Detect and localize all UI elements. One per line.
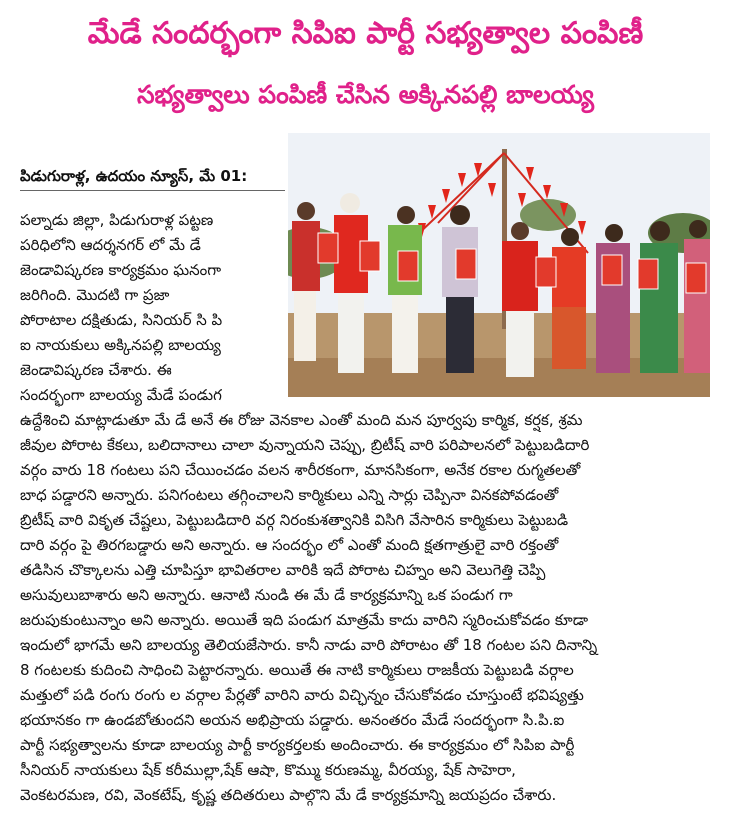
article-line: ఉద్దేశించి మాట్లాడుతూ మే డే అనే ఈ రోజు వెనకాల ఎంతో మంది మన పూర్వపు కార్మిక, కర్షక, శ్రమ <box>20 411 583 429</box>
article-line: వెంకటరమణ, రవి, వెంకటేష్, కృష్ణ తదితరులు పాల్గొని మే డే కార్యక్రమాన్ని జయప్రదం చేశారు. <box>20 786 557 804</box>
article-line: జీవుల పోరాట కేకలు, బలిదానాలు చాలా వున్నాయని చెప్పు, బ్రిటీష్ వారి పరిపాలనలో పెట్టుబడిదారి <box>20 436 590 454</box>
news-photo <box>288 133 710 397</box>
article-line: దారి వర్గం పై తిరగబడ్డారు అని అన్నారు. ఆ సందర్భం లో ఎంతో మంది క్షతగాత్రులై వారి రక్తంతో <box>20 536 559 554</box>
article-line: అసువులుబాశారు అని అన్నారు. ఆనాటి నుండి ఈ మే డే కార్యక్రమాన్ని ఒక పండుగ గా <box>20 586 513 604</box>
dateline: పిడుగురాళ్ల, ఉదయం న్యూస్, మే 01: <box>20 167 248 185</box>
article-line: పార్టీ సభ్యత్వాలను కూడా బాలయ్య పార్టీ కార్యకర్తలకు అందించారు. ఈ కార్యక్రమం లో సిపిఐ పార్టీ <box>20 736 575 754</box>
article-line: సందర్భంగా బాలయ్య మేడే పండుగ <box>20 386 222 404</box>
article-line: వర్గం వారు 18 గంటలు పని చేయించడం వలన శారీరకంగా, మానసికంగా, అనేక రకాల రుగ్మతలతో <box>20 461 581 479</box>
article-line: తడిసిన చొక్కాలను ఎత్తి చూపిస్తూ భావితరాల వారికి ఇదే పోరాట చిహ్నం అని వెలుగెత్తి చెప్పి <box>20 561 546 579</box>
article-line: పరిధిలోని ఆదర్శనగర్ లో మే డే <box>20 236 201 254</box>
article-line: భయానకం గా ఉండబోతుందని అయన అభిప్రాయ పడ్డారు. అనంతరం మేడే సందర్భంగా సి.పి.ఐ <box>20 711 565 729</box>
group-photo-icon <box>288 133 710 397</box>
article-line: జెండావిష్కరణ చేశారు. ఈ <box>20 361 172 379</box>
article-line: సీనియర్ నాయకులు షేక్ కరీముల్లా,షేక్ ఆషా, కొమ్ము కరుణమ్మ, వీరయ్య, షేక్ సాహెరా, <box>20 761 516 779</box>
article-line: పోరాటాల దక్షితుడు, సినియర్ సి పి <box>20 311 223 329</box>
headline: మేడే సందర్భంగా సిపిఐ పార్టీ సభ్యత్వాల పంపిణీ <box>87 16 644 51</box>
article-line: ఇందులో భాగమే అని బాలయ్య తెలియజేసారు. కానీ నాడు వారి పోరాటం తో 18 గంటల పని దినాన్ని <box>20 636 598 654</box>
article-line: బాధ పడ్డారని అన్నారు. పనిగంటలు తగ్గించాలని కార్మికులు ఎన్ని సార్లు చెప్పినా వినకపోవడంతో <box>20 486 559 504</box>
article-line: బ్రిటీష్ వారి వికృత చేష్టలు, పెట్టుబడిదారి వర్గ నిరంకుశత్వానికి విసిగి వేసారిన కార్మికులు పెట్టుబడి <box>20 511 569 529</box>
article-line: 8 గంటలకు కుదించి సాధించి పెట్టారన్నారు. అయితే ఈ నాటి కార్మికులు రాజకీయ పెట్టుబడి వర్గాల <box>20 661 574 679</box>
dateline-divider <box>20 190 285 191</box>
article-line: జరిగింది. మొదటి గా ప్రజా <box>20 286 170 304</box>
article-line: జరుపుకుంటున్నాం అని అన్నారు. అయితే ఇది పండుగ మాత్రమే కాదు వారిని స్మరించుకోవడం కూడా <box>20 611 589 629</box>
article-line: పల్నాడు జిల్లా, పిడుగురాళ్ల పట్టణ <box>20 211 214 229</box>
article-line: జెండావిష్కరణ కార్యక్రమం ఘనంగా <box>20 261 222 279</box>
subheadline: సభ్యత్వాలు పంపిణీ చేసిన అక్కినపల్లి బాలయ్య <box>136 80 595 109</box>
article-line: మత్తులో పడి రంగు రంగు ల వర్గాల పేర్లతో వారిని వారు విచ్ఛిన్నం చేసుకోవడం చూస్తుంటే భవిష్యత్తు <box>20 686 584 704</box>
article-line: ఐ నాయకులు అక్కినపల్లి బాలయ్య <box>20 336 221 354</box>
